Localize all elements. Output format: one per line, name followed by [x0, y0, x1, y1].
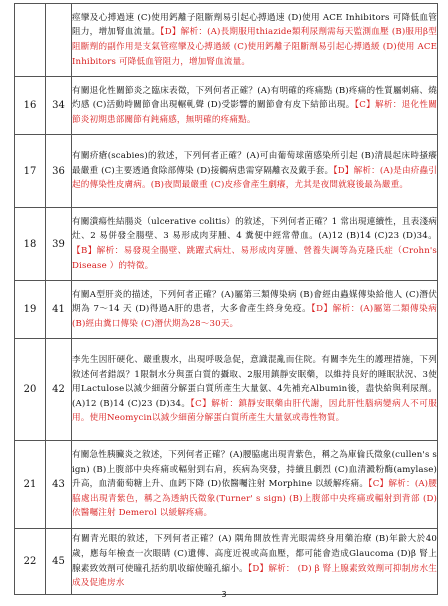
item-number: 20 — [15, 339, 46, 441]
answer-explanation: 【C】解析：退化性關節炎初期患部關節有鈍痛感，無明確的疼痛點。 — [72, 100, 437, 125]
question-text: 李先生因肝硬化、嚴重腹水，出現呼吸急促，意識混亂而住院。有關李先生的護理措施，下列敘述何者錯誤？1限制水分與蛋白質的攝取、2服用鎮靜安眠藥，以維持良好的睡眠狀況、3使用Lactulose以減少細菌分解蛋白質所產生大量氨、4先補充Albumin後，盡快給與利尿劑。(A)12 (B)14 (C)23 (D)34。 — [72, 355, 437, 409]
question-content — [72, 4, 438, 77]
question-content — [72, 339, 438, 441]
question-row — [15, 4, 438, 77]
question-row — [15, 441, 438, 529]
question-number: 43 — [46, 441, 72, 529]
answer-explanation: 【D】解析：(A)是由疥蟲引起的傳染性皮膚病。(B)夜間最嚴重 (C)皮疹會產生劇癢，尤其是夜間就寢後最為嚴重。 — [72, 165, 437, 191]
answer-explanation: 【D】解析：(A)屬第二類傳染病 (B)經由糞口傳染 (C)潛伏期為28～30天。 — [72, 304, 437, 329]
answer-explanation: 【C】解析：(A)腰脇處出現青紫色，稱之為透納氏徵象(Turner' s sign) (B)上腹部中央疼痛或輻射到背部 (D)依醫囑注射 Demerol 以緩解疼痛。 — [72, 479, 438, 519]
question-text: 有關疥瘡(scabies)的敘述，下列何者正確？(A)可由葡萄球菌感染所引起 (B)清晨起床時搔癢最嚴重 (C)主要透過食除部傳染 (D)接觸病患需穿隔離衣及戴手套。 — [72, 151, 437, 176]
item-number: 16 — [15, 77, 46, 135]
question-text: 有關A型肝炎的描述，下列何者正確？(A)屬第三類傳染病 (B)會經由蟲媒傳染給他人 (C)潛伏期為 7～14 天 (D)得過A肝的患者，大多會產生終身免疫。 — [72, 289, 437, 315]
question-content — [72, 529, 438, 595]
page-number: 3 — [221, 590, 227, 599]
question-text: 痙攣及心搏過速 (C)使用鈣離子阻斷劑易引起心搏過速 (D)使用 ACE Inhibitors 可降低血管阻力，增加腎血流量。 — [72, 12, 437, 38]
answer-explanation: 【D】解析： (D) β 腎上腺素致效劑可抑制房水生成及促進房水 — [72, 563, 437, 589]
question-number: 45 — [46, 529, 72, 595]
question-row — [15, 135, 438, 208]
question-content — [72, 77, 438, 135]
question-table — [14, 3, 438, 595]
question-row — [15, 529, 438, 595]
item-number: 22 — [15, 529, 46, 595]
question-number: 41 — [46, 281, 72, 339]
question-text: 有關青光眼的敘述，下列何者正確？(A) 隅角開放性青光眼需終身用藥治療 (B)年齡大於40歲，應每年檢查一次眼睛 (C)遺傳、高度近視或高血壓，都可能會造成Glaucoma (D)β 腎上腺素致效劑可使瞳孔括約肌收縮使瞳孔縮小。 — [72, 534, 437, 574]
question-row — [15, 281, 438, 339]
question-row — [15, 339, 438, 441]
question-text: 有關退化性關節炎之臨床表徵，下列何者正確？(A)有明確的疼痛點 (B)疼痛的性質屬刺痛、燒灼感 (C)活動時關節會出現輾軋聲 (D)受影響的關節會有皮下結節出現。 — [72, 85, 437, 111]
item-number: 21 — [15, 441, 46, 529]
question-content — [72, 441, 438, 529]
question-content — [72, 281, 438, 339]
question-number: 42 — [46, 339, 72, 441]
item-number: 18 — [15, 208, 46, 281]
item-number: 19 — [15, 281, 46, 339]
answer-explanation: 【D】解析：(A)長期服用thiazide類利尿劑需每天監測血壓 (B)服用β型阻斷劑的副作用是支氣管痙攣及心搏過緩 (C)使用鈣離子阻斷劑易引起心搏過緩 (D)使用 ACE Inhibitors 可降低血管阻力，增加腎血流量。 — [72, 27, 437, 67]
item-number: 17 — [15, 135, 46, 208]
question-row — [15, 77, 438, 135]
item-number — [15, 4, 46, 77]
answer-explanation: 【B】解析：易發現全腸壁、跳躍式病灶、易形成肉芽腫、營養失調等為克隆氏症（Crohn's Disease ）的特徵。 — [72, 246, 437, 271]
question-number: 36 — [46, 135, 72, 208]
question-text: 有關潰瘍性結腸炎（ulcerative colitis）的敘述，下列何者正確？1 常出現連續性，且表淺病灶、2 易併發全腸壁、3 易形成肉芽腫、4 糞便中經常帶血。(A)12 (B)14 (C)23 (D)34。 — [72, 216, 437, 242]
question-page — [14, 3, 438, 595]
question-text: 有關急性胰臟炎之敘述，下列何者正確？(A)腰脇處出現青紫色，稱之為庫倫氏徵象(cullen's sign) (B)上腹部中央疼痛或輻射到右肩，疾病為突發，持續且劇烈 (C)血清澱粉酶(amylase)升高，血清葡萄糖上升、血鈣下降 (D)依醫囑注射 Morphine 以緩解疼痛。 — [72, 450, 437, 490]
question-number — [46, 4, 72, 77]
table-body — [15, 4, 438, 595]
question-number: 39 — [46, 208, 72, 281]
question-number: 34 — [46, 77, 72, 135]
question-row — [15, 208, 438, 281]
question-content — [72, 135, 438, 208]
question-content — [72, 208, 438, 281]
answer-explanation: 【C】解析：鎮靜安眠藥由肝代謝，因此肝性腦病變病人不可服用。使用Neomycin以減少細菌分解蛋白質所產生大量氨或毒性物質。 — [72, 398, 437, 424]
